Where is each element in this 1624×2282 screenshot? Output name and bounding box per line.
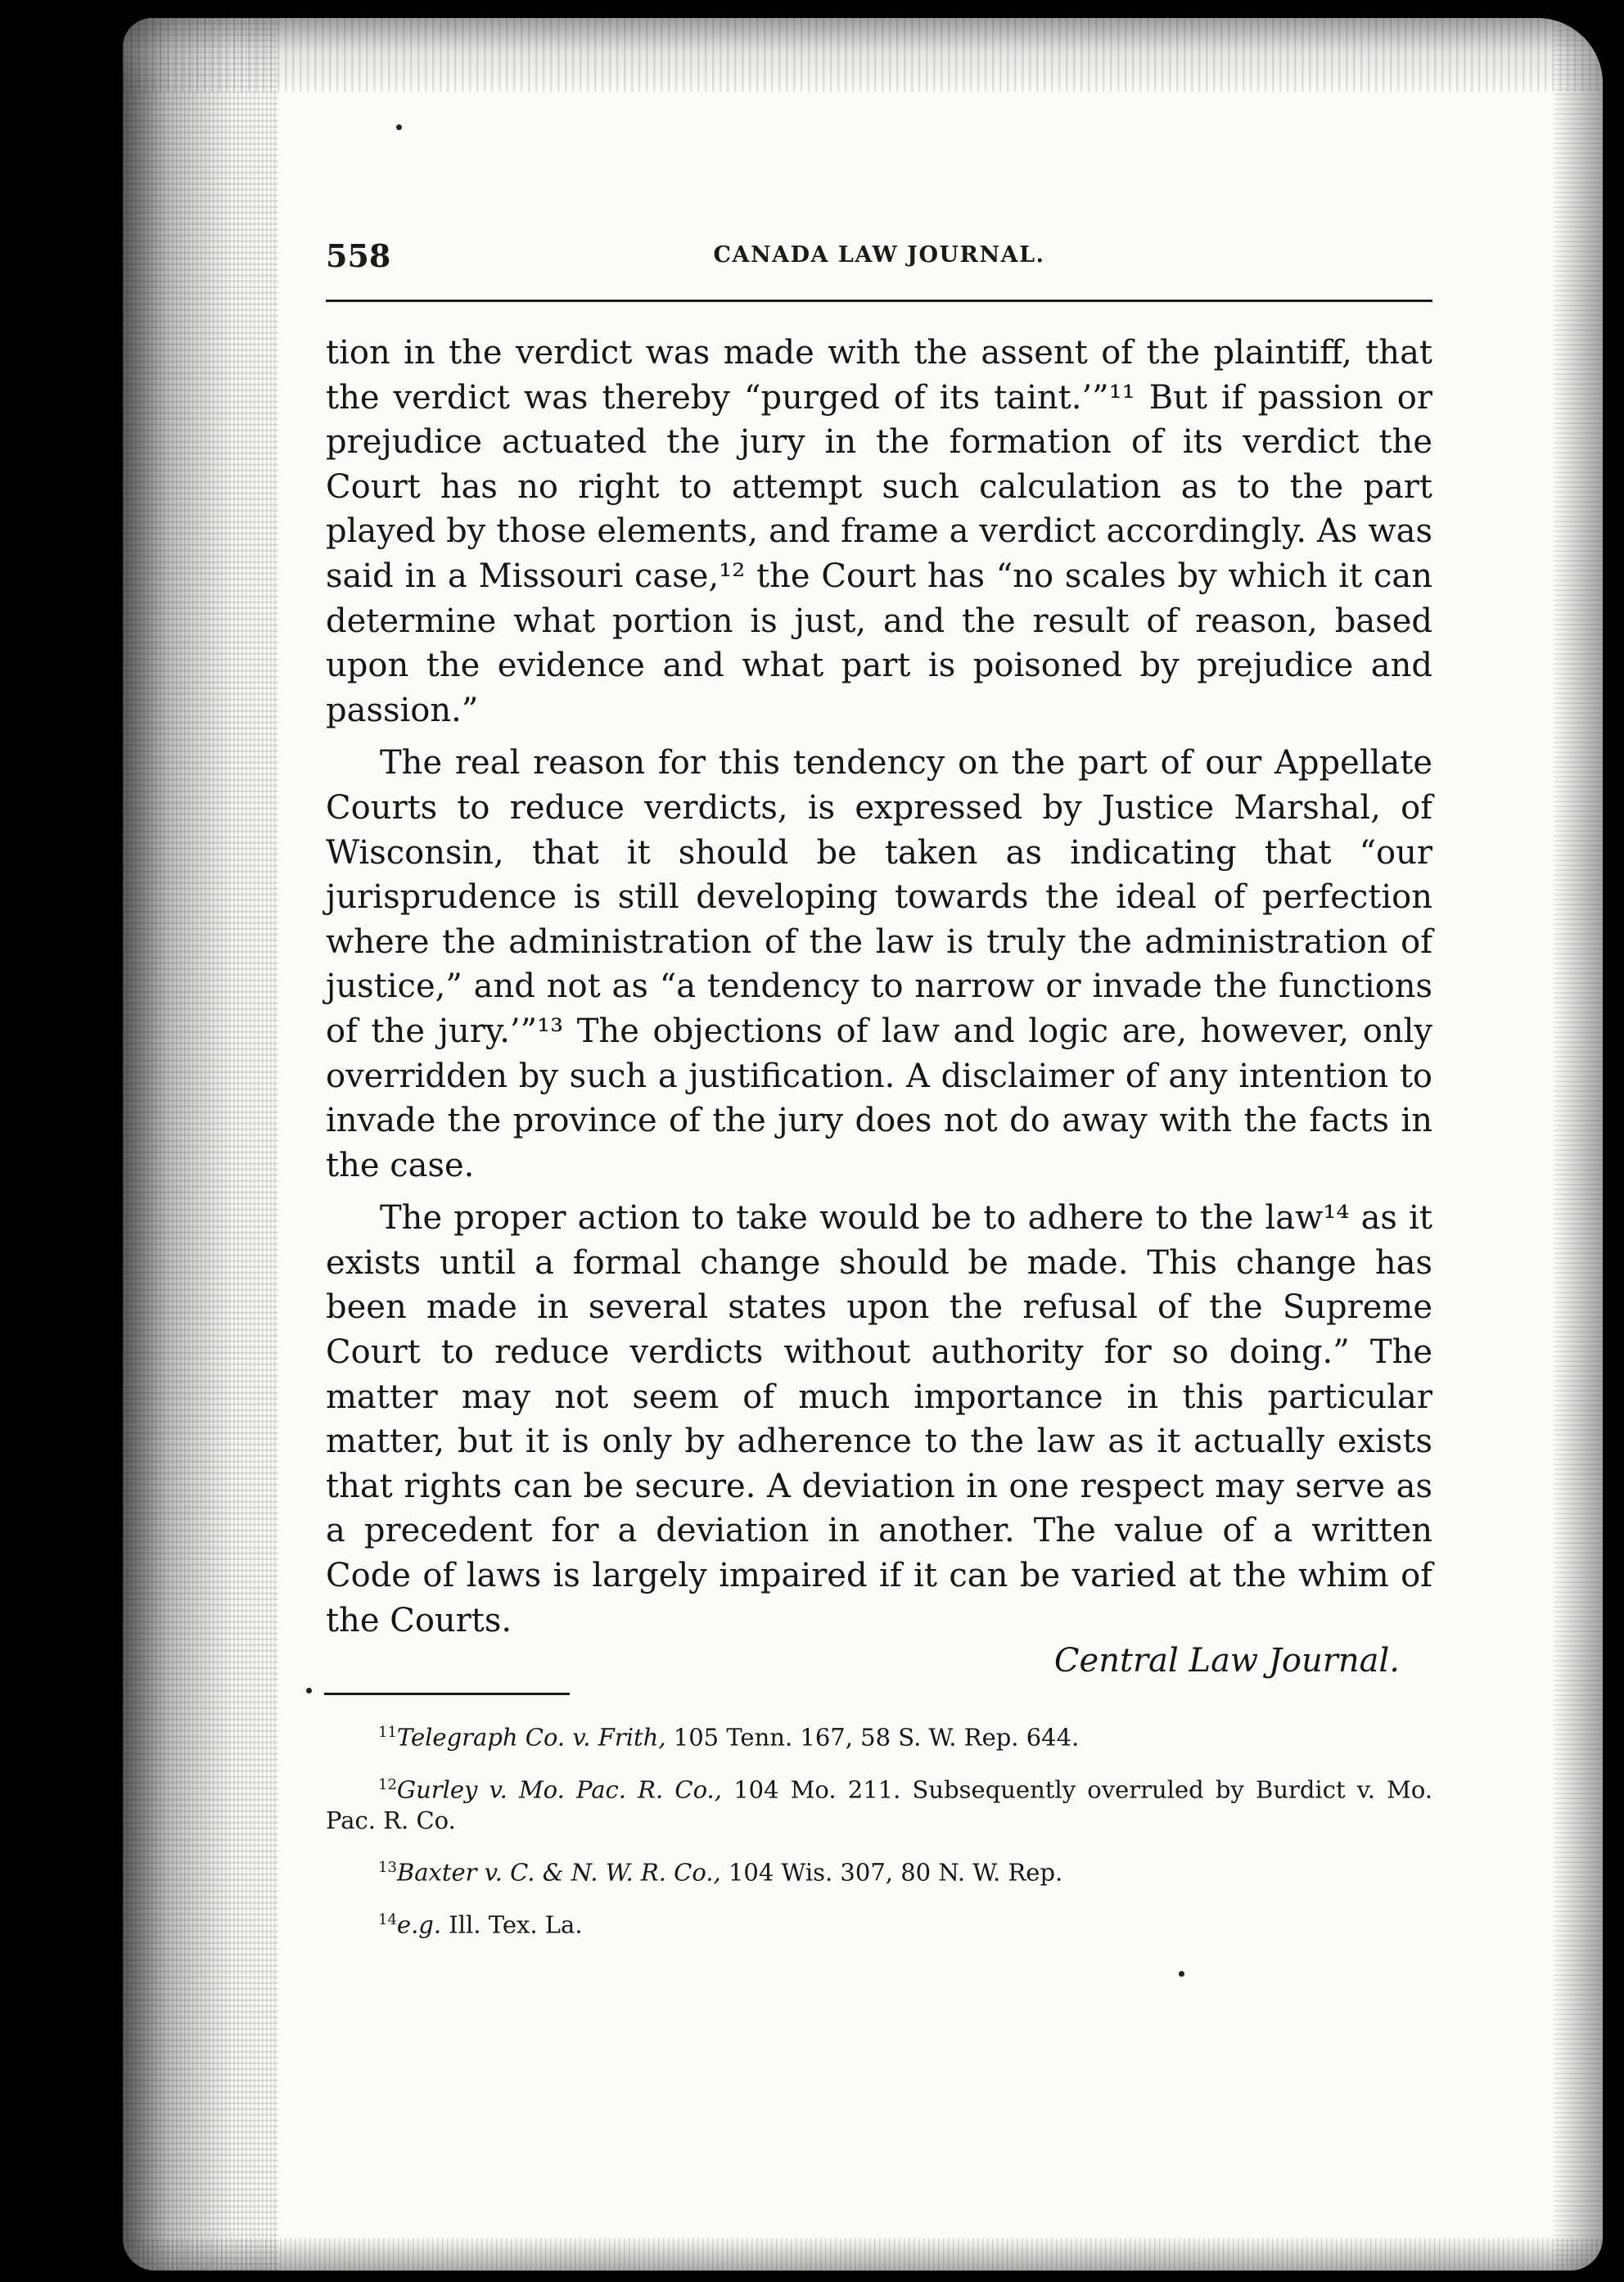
- footnote-citation: 104 Wis. 307, 80 N. W. Rep.: [720, 1858, 1063, 1887]
- scan-edge-shadow-bottom: [123, 2238, 1603, 2271]
- footnote-citation: Ill. Tex. La.: [441, 1910, 583, 1939]
- source-attribution: Central Law Journal.: [1053, 1642, 1400, 1680]
- footnote-case-name: Gurley v. Mo. Pac. R. Co.,: [396, 1775, 722, 1804]
- footnote-rule: [324, 1693, 570, 1695]
- article-body: [326, 331, 1432, 1643]
- footnote: [326, 1905, 1432, 1941]
- footnote: [326, 1852, 1432, 1888]
- footnote-number: 13: [378, 1859, 397, 1877]
- footnote: [326, 1770, 1432, 1837]
- scan-speck: [1179, 1971, 1184, 1977]
- scan-speck: [396, 124, 402, 130]
- footnote-citation: 104 Mo. 211. Subsequently overruled by Burdict v. Mo. Pac. R. Co.: [326, 1775, 1432, 1835]
- scan-edge-shadow-right: [1554, 18, 1603, 2271]
- header-rule: [326, 300, 1432, 302]
- footnote-case-name: Telegraph Co. v. Frith,: [396, 1723, 666, 1752]
- footnote: [326, 1717, 1432, 1753]
- scan-speck: [306, 1688, 312, 1693]
- footnote-case-name: Baxter v. C. & N. W. R. Co.,: [396, 1858, 721, 1887]
- footnote-number: 11: [378, 1724, 397, 1741]
- paragraph: tion in the verdict was made with the assent of the plaintiff, that the verdict was thereby “purged of its taint.’”¹¹ But if passion or prejudice actuated the jury in the formation of its verdict the Court has no right to attempt such calculation as to the part played by those elements, and frame a verdict accordingly. As was said in a Missouri case,¹² the Court has “no scales by which it can determine what portion is just, and the result of reason, based upon the evidence and what part is poisoned by prejudice and passion.”: [326, 334, 1432, 729]
- scan-edge-shadow-top: [123, 18, 1603, 92]
- page-number: 558: [326, 237, 391, 274]
- footnote-citation: 105 Tenn. 167, 58 S. W. Rep. 644.: [665, 1723, 1080, 1752]
- footnote-number: 14: [378, 1910, 397, 1928]
- page-header: [326, 237, 1432, 283]
- footnote-number: 12: [378, 1775, 397, 1793]
- paragraph: The real reason for this tendency on the part of our Appellate Courts to reduce verdicts, is expressed by Justice Marshal, of Wisconsin, that it should be taken as indicating that “our jurisprudence is still developing towards the ideal of perfection where the administration of the law is truly the administration of justice,” and not as “a tendency to narrow or invade the functions of the jury.’”¹³ The objections of law and logic are, however, only overridden by such a justification. A disclaimer of any intention to invade the province of the jury does not do away with the facts in the case.: [326, 744, 1432, 1184]
- footnote-case-name: e.g.: [396, 1910, 442, 1939]
- paragraph: The proper action to take would be to adhere to the law¹⁴ as it exists until a formal change should be made. This change has been made in several states upon the refusal of the Supreme Court to reduce verdicts without authority for so doing.” The matter may not seem of much importance in this particular matter, but it is only by adherence to the law as it actually exists that rights can be secure. A deviation in one respect may serve as a precedent for a deviation in another. The value of a written Code of laws is largely impaired if it can be varied at the whim of the Courts.: [326, 1199, 1432, 1639]
- scan-edge-shadow-left: [123, 18, 278, 2271]
- running-head: CANADA LAW JOURNAL.: [713, 242, 1045, 268]
- footnotes: [326, 1717, 1432, 1957]
